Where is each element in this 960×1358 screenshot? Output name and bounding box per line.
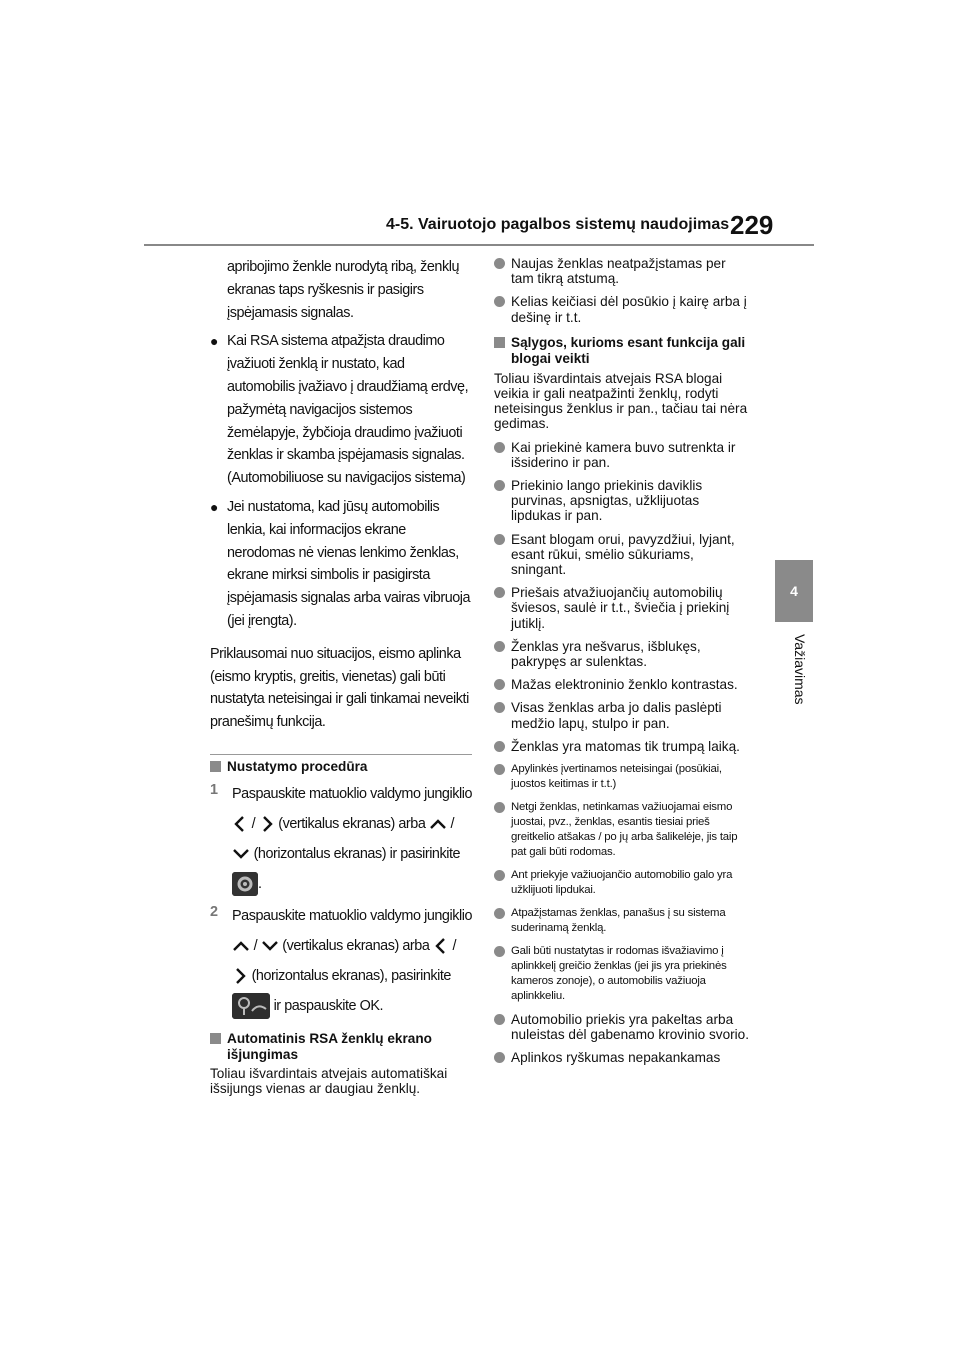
bullet-icon xyxy=(494,946,505,957)
bullet-icon xyxy=(494,870,505,881)
list-item xyxy=(494,800,752,860)
chapter-title: 4-5. Vairuotojo pagalbos sistemų naudojimas xyxy=(386,216,730,233)
list-item-text: Ženklas yra nešvarus, išblukęs, pakrypęs ar sulenktas. xyxy=(511,638,701,670)
list-item-text: Visas ženklas arba jo dalis paslėpti medžio lapų, stulpo ir pan. xyxy=(511,700,722,731)
intro-continuation: apribojimo ženkle nurodytą ribą, ženklų ekranas taps ryškesnis ir pasigirs įspėjamasis signalas. xyxy=(227,259,460,321)
list-item-text: Priekinio lango priekinis daviklis purvinas, apsnigtas, užklijuotas lipdukas ir pan. xyxy=(511,478,703,524)
bullet-icon xyxy=(494,641,505,652)
section-text: Toliau išvardintais atvejais automatiškai išsijungs vienas ar daugiau ženklų. xyxy=(210,1065,448,1097)
bullet-icon xyxy=(494,296,505,307)
section-heading-conditions: Sąlygos, kurioms esant funkcija gali blogai veikti xyxy=(494,335,752,367)
bullet-icon xyxy=(494,908,505,919)
bullet-icon xyxy=(494,587,505,598)
ok-button-label: OK xyxy=(359,997,380,1014)
list-item xyxy=(494,1050,752,1065)
list-item-text: Apylinkės įvertinamos neteisingai (posūkiai, juostos keitimas ir t.t.) xyxy=(511,763,722,791)
road-sign-assist-icon xyxy=(232,993,270,1019)
list-item xyxy=(494,1012,752,1042)
bullet-icon xyxy=(494,802,505,813)
chevron-down-icon xyxy=(232,847,250,861)
header-divider xyxy=(144,244,814,246)
section-divider xyxy=(210,754,472,755)
list-item-text: Esant blogam orui, pavyzdžiui, lyjant, esant rūkui, smėlio sūkuriams, sningant. xyxy=(511,531,735,578)
step-number: 2 xyxy=(210,903,219,920)
bullet-icon: ● xyxy=(210,498,219,515)
list-item xyxy=(494,868,752,898)
list-item-text: Kai RSA sistema atpažįsta draudimo įvažiuoti ženklą ir nustato, kad automobilis įvažiavo į draudžiamą erdvę, pažymėtą navigacijos sistemos žemėlapyje, žybčioja draudimo įvažiuoti ženklas ir skamba įspėjamasis signalas. (Automobiliuose su navigacijos sistema) xyxy=(227,333,469,487)
bullet-icon: ● xyxy=(210,333,219,350)
list-item-text: Priešais atvažiuojančių automobilių šviesos, saulė ir t.t., šviečia į priekinį jutiklį. xyxy=(511,585,730,631)
chevron-up-icon xyxy=(429,817,447,831)
chevron-right-icon xyxy=(232,967,248,985)
right-column xyxy=(494,256,752,1066)
step-2: 2 Paspauskite matuoklio valdymo jungiklio / (vertikalus ekranas) arba / (horizontalus ekranas), pasirinkite ir paspauskite OK. xyxy=(210,901,472,1021)
list-item-text: Automobilio priekis yra pakeltas arba nuleistas dėl gabenamo krovinio svorio. xyxy=(511,1012,750,1043)
chapter-tab[interactable]: 4 xyxy=(775,560,813,622)
list-item-text: Aplinkos ryškumas nepakankamas xyxy=(511,1050,721,1066)
square-bullet-icon xyxy=(494,337,505,348)
left-column xyxy=(210,256,472,1096)
chevron-up-icon xyxy=(232,939,250,953)
section-heading-setup: Nustatymo procedūra xyxy=(210,759,472,775)
chevron-right-icon xyxy=(259,815,275,833)
section-text: Toliau išvardintais atvejais RSA blogai veikia ir gali neatpažinti ženklų, rodyti neteisingus ženklus ir pan., tačiau tai nėra gedimas. xyxy=(494,370,748,432)
gear-icon xyxy=(232,872,258,896)
bullet-icon xyxy=(494,258,505,269)
bullet-icon xyxy=(494,1052,505,1063)
list-item xyxy=(494,906,752,936)
bullet-icon xyxy=(494,679,505,690)
list-item xyxy=(494,762,752,792)
list-item xyxy=(494,478,752,524)
list-item xyxy=(210,330,472,490)
list-item xyxy=(494,585,752,631)
list-item-text: Mažas elektroninio ženklo kontrastas. xyxy=(511,677,738,693)
chevron-down-icon xyxy=(261,939,279,953)
bullet-icon xyxy=(494,764,505,775)
list-item xyxy=(494,532,752,578)
left-bullet-list xyxy=(210,330,472,632)
list-item: Naujas ženklas neatpažįstamas per tam tikrą atstumą. xyxy=(494,256,752,286)
bullet-icon xyxy=(494,741,505,752)
list-item-text: Jei nustatoma, kad jūsų automobilis lenkia, kai informacijos ekrane nerodomas nė vienas lenkimo ženklas, ekrane mirksi simbolis ir pasigirsta įspėjamasis signalas arba vairas vibruoja (jei įrengta). xyxy=(227,498,471,629)
list-item xyxy=(494,440,752,470)
square-bullet-icon xyxy=(210,761,221,772)
chapter-tab-label: Važiavimas xyxy=(792,634,808,705)
bullet-icon xyxy=(494,1014,505,1025)
list-item-text: Netgi ženklas, netinkamas važiuojamai eismo juostai, pvz., ženklas, esantis tiesiai prieš greitkelio atšakas / po jų arba šalikelėje, jis taip pat gali būti rodomas. xyxy=(511,801,738,859)
section-heading-auto-off: Automatinis RSA ženklų ekrano išjungimas xyxy=(210,1031,472,1063)
chevron-left-icon xyxy=(433,937,449,955)
bullet-icon xyxy=(494,480,505,491)
list-item xyxy=(494,677,752,692)
list-item xyxy=(210,496,472,633)
list-item xyxy=(494,739,752,754)
list-item-text: Kai priekinė kamera buvo sutrenkta ir išsiderino ir pan. xyxy=(511,439,736,470)
square-bullet-icon xyxy=(210,1033,221,1044)
step-number: 1 xyxy=(210,781,219,798)
list-item-text: Atpažįstamas ženklas, panašus į su sistema suderinamą ženklą. xyxy=(511,907,726,935)
bullet-icon xyxy=(494,534,505,545)
step-1: 1 Paspauskite matuoklio valdymo jungiklio / (vertikalus ekranas) arba / (horizontalus ekranas) ir pasirinkite . xyxy=(210,779,472,899)
conditions-list xyxy=(494,440,752,1066)
chevron-left-icon xyxy=(232,815,248,833)
page-number: 229 xyxy=(730,210,774,240)
list-item-text: Gali būti nustatytas ir rodomas išvažiavimo į aplinkkelį greičio ženklas (jei jis yra priekinės kameros zonoje), o automobilis važiuoja aplinkkeliu. xyxy=(511,945,727,1003)
list-item-text: Ant priekyje važiuojančio automobilio galo yra užklijuoti lipdukai. xyxy=(511,869,733,897)
list-item xyxy=(494,700,752,730)
list-item: Kelias keičiasi dėl posūkio į kairę arba į dešinę ir t.t. xyxy=(494,294,752,324)
bullet-icon xyxy=(494,442,505,453)
list-item-text: Ženklas yra matomas tik trumpą laiką. xyxy=(511,738,740,754)
list-item xyxy=(494,944,752,1004)
list-item xyxy=(494,639,752,669)
situation-paragraph: Priklausomai nuo situacijos, eismo aplinka (eismo kryptis, greitis, vienetas) gali būti nustatyta neteisingai ir gali tinkamai neveikti pranešimų funkcija. xyxy=(210,645,469,731)
bullet-icon xyxy=(494,702,505,713)
